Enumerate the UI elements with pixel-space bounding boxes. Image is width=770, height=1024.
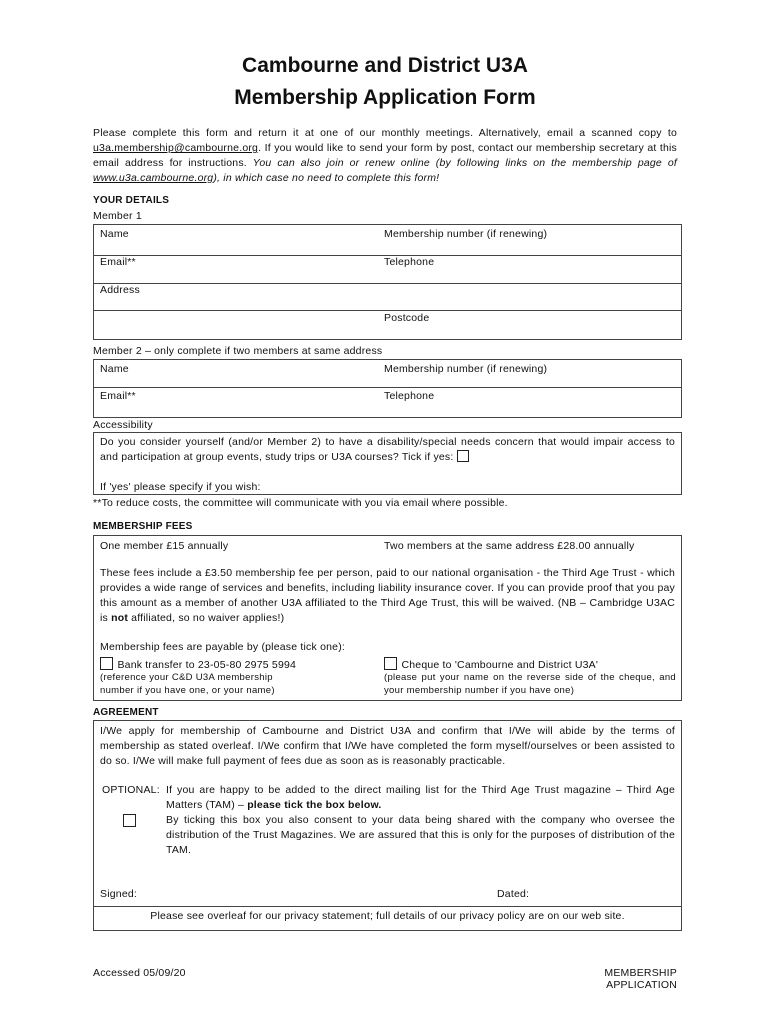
fees-description — [100, 566, 675, 626]
optional-text-a: If you are happy to be added to the direct mailing list for the Third Age Trust magazine – Third Age Matters (TAM) – — [166, 784, 675, 811]
fees-description-text-a: These fees include a £3.50 membership fee per person, paid to our national organisation - the Third Age Trust - which provides a wide range of services and benefits, including liability insurance cover. If you can provide proof that you pay this amount as a member of another U3A affiliated to the Third Age Trust, this will be waived. (NB – Cambridge U3AC is — [100, 567, 675, 624]
divider — [93, 283, 682, 284]
your-details-heading: YOUR DETAILS — [93, 195, 170, 206]
intro-text-4: ), in which case no need to complete this form! — [213, 172, 440, 184]
cheque-checkbox[interactable] — [384, 657, 397, 670]
accessibility-specify-field[interactable]: If 'yes' please specify if you wish: — [100, 481, 261, 493]
website-link[interactable]: www.u3a.cambourne.org — [93, 172, 214, 184]
form-title-line1: Cambourne and District U3A — [242, 54, 528, 77]
cheque-label: Cheque to 'Cambourne and District U3A' — [401, 659, 599, 671]
optional-text — [166, 783, 675, 813]
membership-fees-heading: MEMBERSHIP FEES — [93, 521, 193, 532]
member1-address-field[interactable]: Address — [100, 284, 140, 296]
fees-description-bold: not — [111, 612, 129, 624]
footer-accessed-date: Accessed 05/09/20 — [93, 967, 186, 979]
disability-checkbox[interactable] — [457, 450, 469, 462]
bank-transfer-label: Bank transfer to 23-05-80 2975 5994 — [117, 659, 297, 671]
footer-document-title: MEMBERSHIP APPLICATION — [604, 967, 677, 991]
accessibility-question-text: Do you consider yourself (and/or Member 2) to have a disability/special needs concern that would impair access to and participation at group events, study trips or U3A courses? Tick if yes: — [100, 436, 675, 463]
dated-field[interactable]: Dated: — [497, 888, 530, 900]
payment-method-label: Membership fees are payable by (please tick one): — [100, 641, 346, 653]
divider — [93, 906, 682, 907]
member1-email-field[interactable]: Email** — [100, 256, 136, 268]
form-title-line2: Membership Application Form — [234, 86, 536, 109]
member1-membership-number-field[interactable]: Membership number (if renewing) — [384, 228, 548, 240]
member1-telephone-field[interactable]: Telephone — [384, 256, 435, 268]
privacy-note: Please see overleaf for our privacy statement; full details of our privacy policy are on our web site. — [150, 910, 625, 922]
tam-mailing-checkbox[interactable] — [123, 814, 136, 827]
bank-transfer-checkbox[interactable] — [100, 657, 113, 670]
fee-two-members: Two members at the same address £28.00 annually — [384, 540, 635, 552]
optional-text-bold: please tick the box below. — [247, 799, 382, 811]
member1-label: Member 1 — [93, 210, 142, 222]
accessibility-label: Accessibility — [93, 419, 153, 431]
intro-text-3: You can also join or renew online (by following links on the membership page of — [252, 157, 677, 169]
cheque-note: (please put your name on the reverse side of the cheque, and your membership number if you have one) — [384, 672, 676, 696]
agreement-heading: AGREEMENT — [93, 707, 159, 718]
intro-text-1: Please complete this form and return it at one of our monthly meetings. Alternatively, email a scanned copy to — [93, 127, 677, 139]
intro-paragraph — [93, 126, 677, 186]
agreement-text: I/We apply for membership of Cambourne and District U3A and confirm that I/We will abide by the terms of membership as stated overleaf. I/We confirm that I/We have completed the form myself/ourselves or been assisted to do so. I/We will make full payment of fees due as soon as is reasonably practicable. — [100, 725, 675, 767]
member1-name-field[interactable]: Name — [100, 228, 129, 240]
member2-telephone-field[interactable]: Telephone — [384, 390, 435, 402]
signed-field[interactable]: Signed: — [100, 888, 138, 900]
divider — [93, 310, 682, 311]
member2-membership-number-field[interactable]: Membership number (if renewing) — [384, 363, 548, 375]
member2-email-field[interactable]: Email** — [100, 390, 136, 402]
divider — [93, 387, 682, 388]
intro-text-2: . If you would like to send your form by post, contact our membership secretary at this email address for instructions. — [93, 142, 677, 169]
membership-email-link[interactable]: u3a.membership@cambourne.org — [93, 142, 259, 154]
email-footnote: **To reduce costs, the committee will communicate with you via email where possible. — [93, 497, 508, 509]
member2-label: Member 2 – only complete if two members at same address — [93, 345, 383, 357]
fee-one-member: One member £15 annually — [100, 540, 229, 552]
fees-description-text-b: affiliated, so no waiver applies!) — [128, 612, 285, 624]
member2-name-field[interactable]: Name — [100, 363, 129, 375]
member1-postcode-field[interactable]: Postcode — [384, 312, 430, 324]
bank-transfer-note: (reference your C&D U3A membership number if you have one, or your name) — [100, 672, 275, 696]
consent-text: By ticking this box you also consent to your data being shared with the company who oversee the distribution of the Trust Magazines. We are assured that this is only for the purposes of distribution of the TAM. — [166, 814, 675, 856]
accessibility-question — [100, 435, 675, 465]
optional-label: OPTIONAL: — [102, 784, 160, 796]
